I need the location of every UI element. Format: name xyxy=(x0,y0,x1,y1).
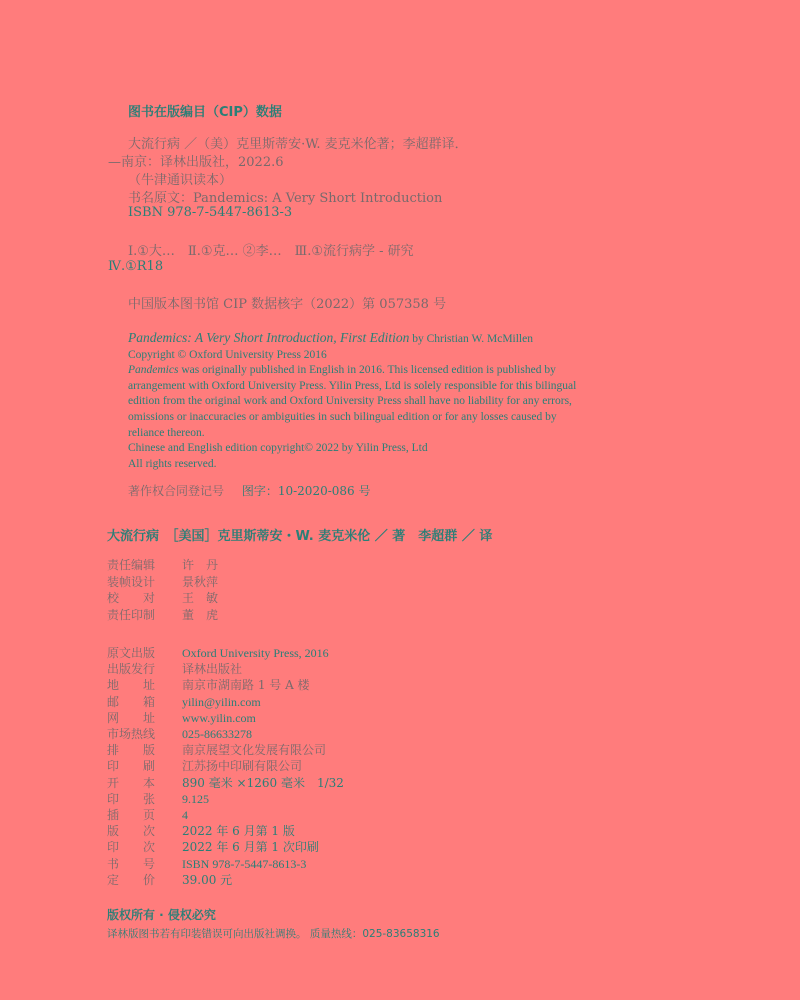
pub-row-email xyxy=(107,694,344,710)
english-body-line: edition from the original work and Oxford University Press shall have no liability for any errors, xyxy=(128,395,572,408)
staff-label: 装帧设计 xyxy=(107,574,156,589)
english-body-line: omissions or inaccuracies or ambiguities in such bilingual edition or for any losses caused by xyxy=(128,410,557,423)
pub-value: www.yilin.com xyxy=(182,710,256,725)
pub-value: 南京市湖南路 1 号 A 楼 xyxy=(182,678,310,693)
staff-row xyxy=(107,590,218,607)
staff-label: 责任编辑 xyxy=(107,558,156,572)
cip-line-series: （牛津通识读本） xyxy=(128,173,233,188)
pub-value: 890 毫米 ×1260 毫米 1/32 xyxy=(182,775,344,790)
publication-details xyxy=(107,645,344,888)
pub-label: 印 次 xyxy=(107,840,156,855)
copyright-registration-label: 著作权合同登记号 xyxy=(128,484,225,498)
pub-label: 地 址 xyxy=(107,678,156,693)
staff-row xyxy=(107,574,218,591)
pub-value: 2022 年 6 月第 1 次印刷 xyxy=(182,840,319,855)
rights-notice: 版权所有 · 侵权必究 xyxy=(107,908,216,922)
staff-value: 许 丹 xyxy=(182,558,219,572)
pub-value: 025-86633278 xyxy=(182,727,252,742)
pub-row-typesetting xyxy=(107,742,344,758)
pub-value: 南京展望文化发展有限公司 xyxy=(182,743,327,758)
pub-label: 印 刷 xyxy=(107,759,156,774)
pub-value: 39.00 元 xyxy=(182,872,233,887)
cip-title: 图书在版编目（CIP）数据 xyxy=(128,105,282,120)
copyright-registration-value: 图字：10-2020-086 号 xyxy=(241,484,371,498)
english-copyright-block xyxy=(128,330,688,472)
pub-label: 排 版 xyxy=(107,743,156,758)
english-body-italic: Pandemics xyxy=(128,364,179,377)
pub-value: 译林出版社 xyxy=(182,662,243,677)
pub-row-printing xyxy=(107,839,344,855)
pub-row-printer xyxy=(107,758,344,774)
english-title: Pandemics: A Very Short Introduction, First Edition xyxy=(128,330,410,345)
pub-value: Oxford University Press, 2016 xyxy=(182,646,329,660)
staff-row xyxy=(107,557,218,574)
staff-label: 责任印制 xyxy=(107,607,156,622)
pub-row-inserts xyxy=(107,807,344,823)
staff-value: 王 敏 xyxy=(182,591,219,605)
pub-row-sheets xyxy=(107,791,344,807)
pub-label: 版 次 xyxy=(107,824,156,839)
pub-value: 4 xyxy=(182,808,188,823)
pub-value: 江苏扬中印刷有限公司 xyxy=(182,759,303,774)
staff-row xyxy=(107,607,218,624)
pub-label: 定 价 xyxy=(107,872,156,887)
english-body-line: was originally published in English in 2016. This licensed edition is published by xyxy=(178,364,556,377)
cip-line-isbn: ISBN 978-7-5447-8613-3 xyxy=(128,205,293,220)
all-rights-reserved: All rights reserved. xyxy=(128,457,217,470)
classification-line-1: Ⅰ.①大… Ⅱ.①克… ②李… Ⅲ.①流行病学 - 研究 xyxy=(128,244,414,259)
english-body-line: reliance thereon. xyxy=(128,426,205,439)
chinese-english-copyright: Chinese and English edition copyright© 2022 by Yilin Press, Ltd xyxy=(128,442,428,455)
pub-value: 9.125 xyxy=(182,791,209,806)
classification-line-2: Ⅳ.①R18 xyxy=(108,259,164,274)
pub-row-isbn xyxy=(107,856,344,872)
staff-value: 董 虎 xyxy=(182,607,219,622)
pub-label: 书 号 xyxy=(107,856,156,871)
english-author: by Christian W. McMillen xyxy=(412,333,533,345)
pub-label: 邮 箱 xyxy=(107,694,156,709)
cip-line-title: 大流行病 ／（美）克里斯蒂安·W. 麦克米伦著；李超群译． xyxy=(128,137,468,152)
book-credit-line: 大流行病 ［美国］克里斯蒂安・W. 麦克米伦 ／ 著 李超群 ／ 译 xyxy=(107,529,493,544)
pub-value: 2022 年 6 月第 1 版 xyxy=(182,824,295,839)
cip-line-original-title: 书名原文：Pandemics: A Very Short Introduction xyxy=(128,191,443,206)
english-copyright: Copyright © Oxford University Press 2016 xyxy=(128,348,327,361)
staff-label: 校 对 xyxy=(107,591,156,605)
pub-value: yilin@yilin.com xyxy=(182,694,261,709)
cip-line-publisher: —南京：译林出版社，2022.6 xyxy=(108,155,284,170)
pub-label: 原文出版 xyxy=(107,646,156,660)
pub-label: 插 页 xyxy=(107,808,156,823)
copyright-registration xyxy=(128,482,370,499)
pub-label: 开 本 xyxy=(107,775,156,790)
pub-row-original xyxy=(107,645,344,661)
pub-value: ISBN 978-7-5447-8613-3 xyxy=(182,856,307,871)
english-body-line: arrangement with Oxford University Press. Yilin Press, Ltd is solely responsible for this bilingual xyxy=(128,379,577,392)
quality-hotline-notice: 译林版图书若有印装错误可向出版社调换。 质量热线：025-83658316 xyxy=(107,928,440,940)
pub-row-publisher xyxy=(107,661,344,677)
staff-value: 景秋萍 xyxy=(182,574,219,589)
pub-row-hotline xyxy=(107,726,344,742)
cip-number: 中国版本图书馆 CIP 数据核字（2022）第 057358 号 xyxy=(128,297,447,312)
pub-label: 网 址 xyxy=(107,710,156,725)
pub-row-website xyxy=(107,710,344,726)
pub-label: 印 张 xyxy=(107,791,156,806)
staff-list xyxy=(107,557,218,623)
pub-row-address xyxy=(107,677,344,693)
pub-row-price xyxy=(107,872,344,888)
pub-label: 市场热线 xyxy=(107,727,156,742)
pub-row-edition xyxy=(107,823,344,839)
pub-row-format xyxy=(107,775,344,791)
pub-label: 出版发行 xyxy=(107,662,156,677)
